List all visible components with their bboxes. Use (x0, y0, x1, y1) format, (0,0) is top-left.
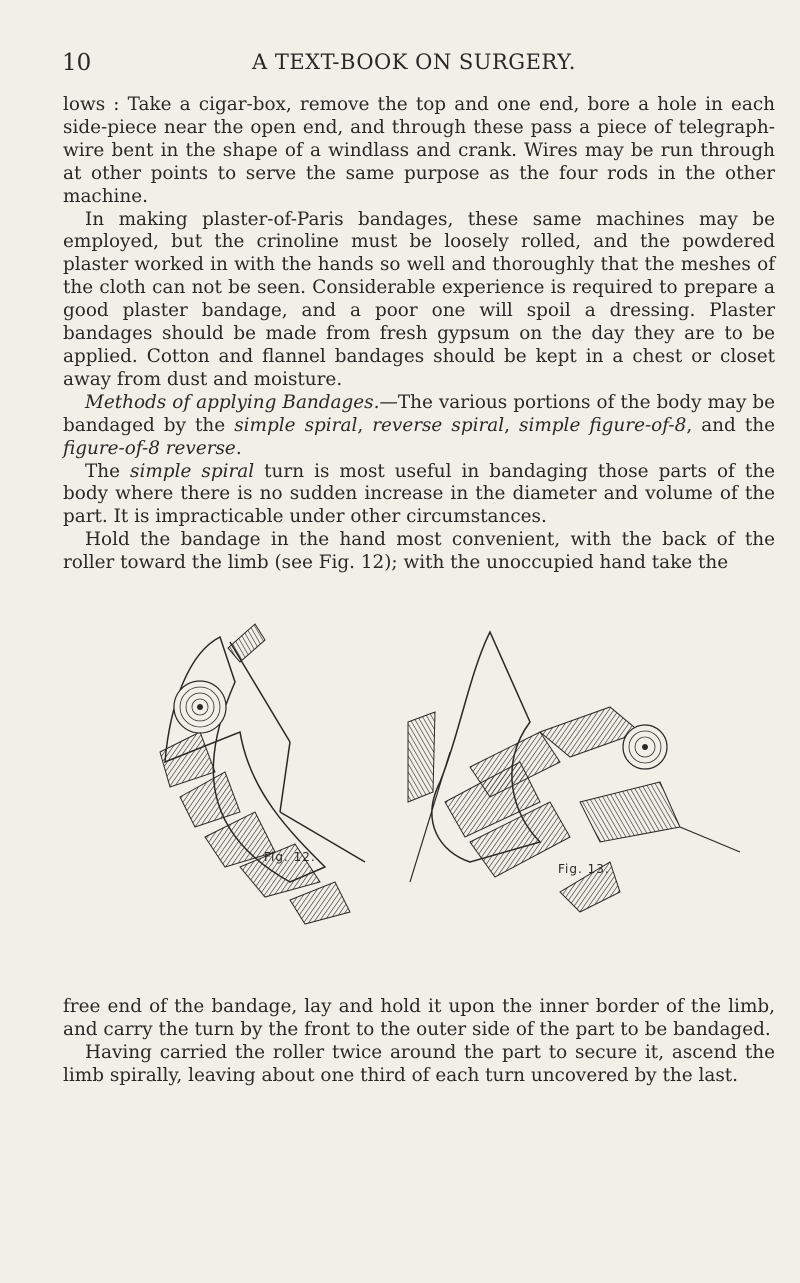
simple-spiral-pre: The (85, 460, 131, 482)
paragraph-free-end: free end of the bandage, lay and hold it upon the inner border of the limb, and carry the turn by the front to the outer side of the part to be bandaged. (63, 996, 775, 1040)
methods-end: . (235, 437, 242, 459)
paragraph-methods (63, 392, 775, 461)
paragraph-plaster-bandages: In making plaster-of-Paris bandages, these same machines may be employed, but the crinoline must be loosely rolled, and the powdered plaster worked in with the hands so well and thoroughly that the meshes of the cloth can not be seen. Considerable experience is required to prepare a good plaster bandage, and a poor one will spoil a dressing. Plaster bandages should be made from fresh gypsum on the day they are to be applied. Cotton and flannel bandages should be kept in a chest or closet away from dust and moisture. (63, 208, 775, 390)
term-simple-spiral: simple spiral (234, 414, 358, 436)
paragraph-hold-bandage: Hold the bandage in the hand most convenient, with the back of the roller toward the limb (see Fig. 12); with the unoccupied hand take the (63, 529, 775, 574)
methods-text: —The various portions of the body may be bandaged by the (63, 391, 775, 436)
fig12-illustration (160, 624, 365, 924)
simple-spiral-text: turn is most useful in bandaging those parts of the body where there is no sudden increase in the diameter and volume of the part. It is impracticable under other circumstances. (63, 460, 776, 528)
methods-heading: Methods of applying Bandages. (85, 391, 380, 413)
running-title: A TEXT-BOOK ON SURGERY. (252, 50, 576, 74)
paragraph-cigar-box: lows : Take a cigar-box, remove the top and one end, bore a hole in each side-piece near the open end, and through these pass a piece of telegraph-wire bent in the shape of a windlass and crank. Wires may be run through at other points to serve the same purpose as the four rods in the other machine. (63, 94, 775, 207)
simple-spiral-term: simple spiral (130, 460, 255, 482)
paragraph-simple-spiral (63, 461, 775, 530)
term-simple-figure-of-8: simple figure-of-8 (519, 414, 687, 436)
text-block-top (63, 94, 775, 575)
paragraph-roller-twice: Having carried the roller twice around the part to secure it, ascend the limb spirally, leaving about one third of each turn uncovered by the last. (63, 1041, 775, 1086)
bandage-figures-svg (140, 612, 750, 962)
term-reverse-spiral: reverse spiral (372, 414, 505, 436)
page-number: 10 (62, 50, 92, 76)
page-header (62, 50, 772, 84)
methods-sep-2: , (504, 414, 520, 436)
term-figure-of-8-reverse: figure-of-8 reverse (63, 437, 236, 459)
fig13-caption: Fig. 13. (558, 862, 610, 876)
methods-sep-1: , (357, 414, 373, 436)
figure-bandage-illustrations (140, 612, 750, 962)
fig12-caption: Fig. 12. (264, 850, 316, 864)
methods-sep-3: , and the (686, 414, 775, 436)
text-block-bottom (63, 996, 775, 1088)
